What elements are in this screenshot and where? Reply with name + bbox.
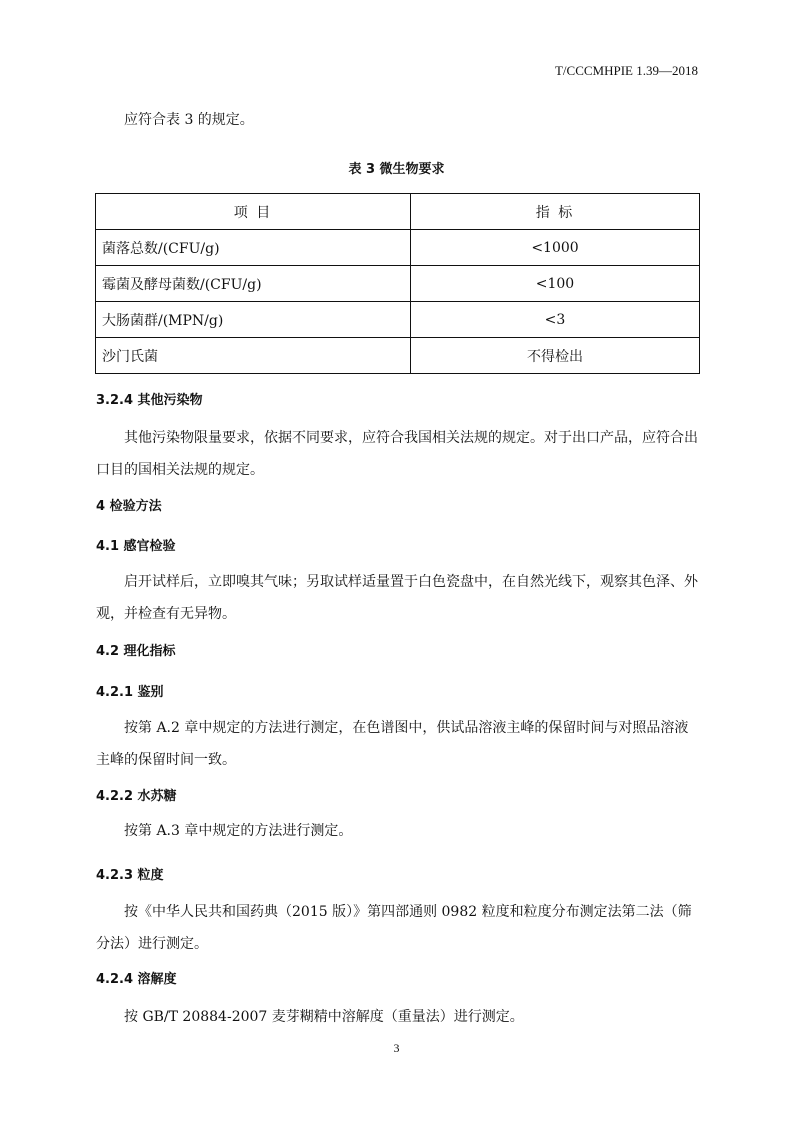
column-header-value: 指 标 bbox=[411, 194, 700, 230]
table-cell-value: <100 bbox=[411, 266, 700, 302]
paragraph-4-2-1 bbox=[96, 712, 700, 776]
table-cell-item: 菌落总数/(CFU/g) bbox=[96, 230, 411, 266]
paragraph-4-2-2 bbox=[96, 815, 700, 847]
table-row bbox=[96, 266, 700, 302]
section-heading-4-1: 4.1 感官检验 bbox=[96, 539, 176, 554]
standard-number: T/CCCMHPIE 1.39—2018 bbox=[554, 63, 698, 78]
table-cell-item: 大肠菌群/(MPN/g) bbox=[96, 302, 411, 338]
section-heading-4: 4 检验方法 bbox=[96, 499, 162, 514]
paragraph-text: 启开试样后，立即嗅其气味；另取试样适量置于白色瓷盘中，在自然光线下，观察其色泽、外观，并检查有无异物。 bbox=[96, 574, 698, 622]
intro-paragraph bbox=[96, 104, 700, 136]
section-heading-4-2-4: 4.2.4 溶解度 bbox=[96, 972, 177, 987]
table-header-row bbox=[96, 194, 700, 230]
table-cell-value: <1000 bbox=[411, 230, 700, 266]
table-cell-value: 不得检出 bbox=[411, 338, 700, 374]
table-cell-item: 霉菌及酵母菌数/(CFU/g) bbox=[96, 266, 411, 302]
table-row bbox=[96, 338, 700, 374]
paragraph-text: 按第 A.3 章中规定的方法进行测定。 bbox=[124, 823, 353, 839]
table-row bbox=[96, 230, 700, 266]
page-number: 3 bbox=[393, 1041, 400, 1055]
table-cell-value: <3 bbox=[411, 302, 700, 338]
table-row bbox=[96, 302, 700, 338]
section-heading-4-2-3: 4.2.3 粒度 bbox=[96, 868, 164, 883]
table-cell-item: 沙门氏菌 bbox=[96, 338, 411, 374]
paragraph-text: 其他污染物限量要求，依据不同要求，应符合我国相关法规的规定。对于出口产品，应符合出口目的国相关法规的规定。 bbox=[96, 430, 698, 478]
table-caption: 表 3 微生物要求 bbox=[348, 162, 445, 177]
microbial-requirements-table bbox=[95, 193, 700, 374]
section-heading-4-2-2: 4.2.2 水苏糖 bbox=[96, 789, 177, 804]
paragraph-4-2-3 bbox=[96, 896, 700, 960]
section-heading-4-2-1: 4.2.1 鉴别 bbox=[96, 685, 164, 700]
paragraph-3-2-4 bbox=[96, 422, 700, 486]
paragraph-text: 按第 A.2 章中规定的方法进行测定，在色谱图中，供试品溶液主峰的保留时间与对照品溶液主峰的保留时间一致。 bbox=[96, 720, 689, 768]
paragraph-4-1 bbox=[96, 566, 700, 630]
column-header-item: 项 目 bbox=[96, 194, 411, 230]
section-heading-3-2-4: 3.2.4 其他污染物 bbox=[96, 393, 203, 408]
section-heading-4-2: 4.2 理化指标 bbox=[96, 644, 176, 659]
intro-text: 应符合表 3 的规定。 bbox=[124, 112, 254, 128]
paragraph-4-2-4 bbox=[96, 1001, 700, 1033]
paragraph-text: 按《中华人民共和国药典（2015 版）》第四部通则 0982 粒度和粒度分布测定法第二法（筛分法）进行测定。 bbox=[96, 904, 692, 952]
paragraph-text: 按 GB/T 20884-2007 麦芽糊精中溶解度（重量法）进行测定。 bbox=[124, 1009, 524, 1025]
